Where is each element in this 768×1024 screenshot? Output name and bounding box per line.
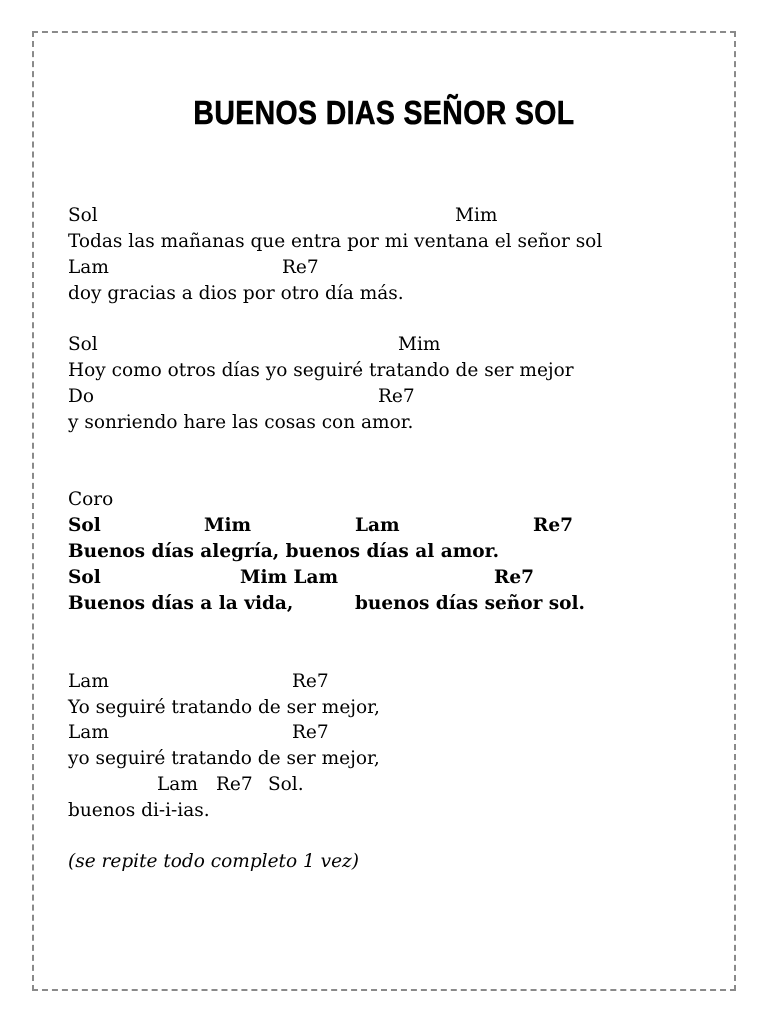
verse1-chord-mim: Mim (455, 205, 498, 226)
verse2-lyric-1: Hoy como otros días yo seguiré tratando de ser mejor (68, 360, 574, 381)
bridge-lyric-1: Yo seguiré tratando de ser mejor, (68, 697, 380, 718)
bridge-chord-re7-2: Re7 (292, 722, 329, 743)
bridge-chord-sol: Sol. (268, 774, 304, 795)
verse1-chord-re7: Re7 (282, 257, 319, 278)
bridge-chord-lam-3: Lam (157, 774, 198, 795)
verse2-chord-do: Do (68, 386, 94, 407)
bridge-lyric-2: yo seguiré tratando de ser mejor, (68, 748, 380, 769)
chorus-lyric-1: Buenos días alegría, buenos días al amor. (68, 541, 500, 562)
chorus-chord-sol-2: Sol (68, 567, 101, 588)
chorus-lyric-2a: Buenos días a la vida, (68, 593, 294, 614)
verse1-lyric-2: doy gracias a dios por otro día más. (68, 283, 404, 304)
song-title: BUENOS DIAS SEÑOR SOL (193, 94, 575, 131)
verse1-chord-sol: Sol (68, 205, 98, 226)
chorus-label: Coro (68, 489, 114, 510)
verse1-lyric-1: Todas las mañanas que entra por mi ventana el señor sol (68, 231, 603, 252)
page-border (32, 31, 736, 991)
verse2-chord-mim: Mim (398, 334, 441, 355)
bridge-chord-lam: Lam (68, 671, 109, 692)
chorus-chord-sol: Sol (68, 515, 101, 536)
bridge-chord-lam-2: Lam (68, 722, 109, 743)
verse2-chord-sol: Sol (68, 334, 98, 355)
chorus-chord-mim: Mim (204, 515, 252, 536)
bridge-chord-re7: Re7 (292, 671, 329, 692)
chorus-chord-lam: Lam (355, 515, 400, 536)
repeat-note: (se repite todo completo 1 vez) (68, 851, 360, 872)
chorus-chord-re7: Re7 (533, 515, 574, 536)
verse1-chord-lam: Lam (68, 257, 109, 278)
chorus-lyric-2b: buenos días señor sol. (355, 593, 585, 614)
verse2-chord-re7: Re7 (378, 386, 415, 407)
bridge-chord-re7-3: Re7 (216, 774, 253, 795)
chorus-chord-re7-2: Re7 (494, 567, 535, 588)
verse2-lyric-2: y sonriendo hare las cosas con amor. (68, 412, 414, 433)
bridge-lyric-3: buenos di-i-ias. (68, 800, 210, 821)
chorus-chord-mim-lam: Mim Lam (240, 567, 339, 588)
